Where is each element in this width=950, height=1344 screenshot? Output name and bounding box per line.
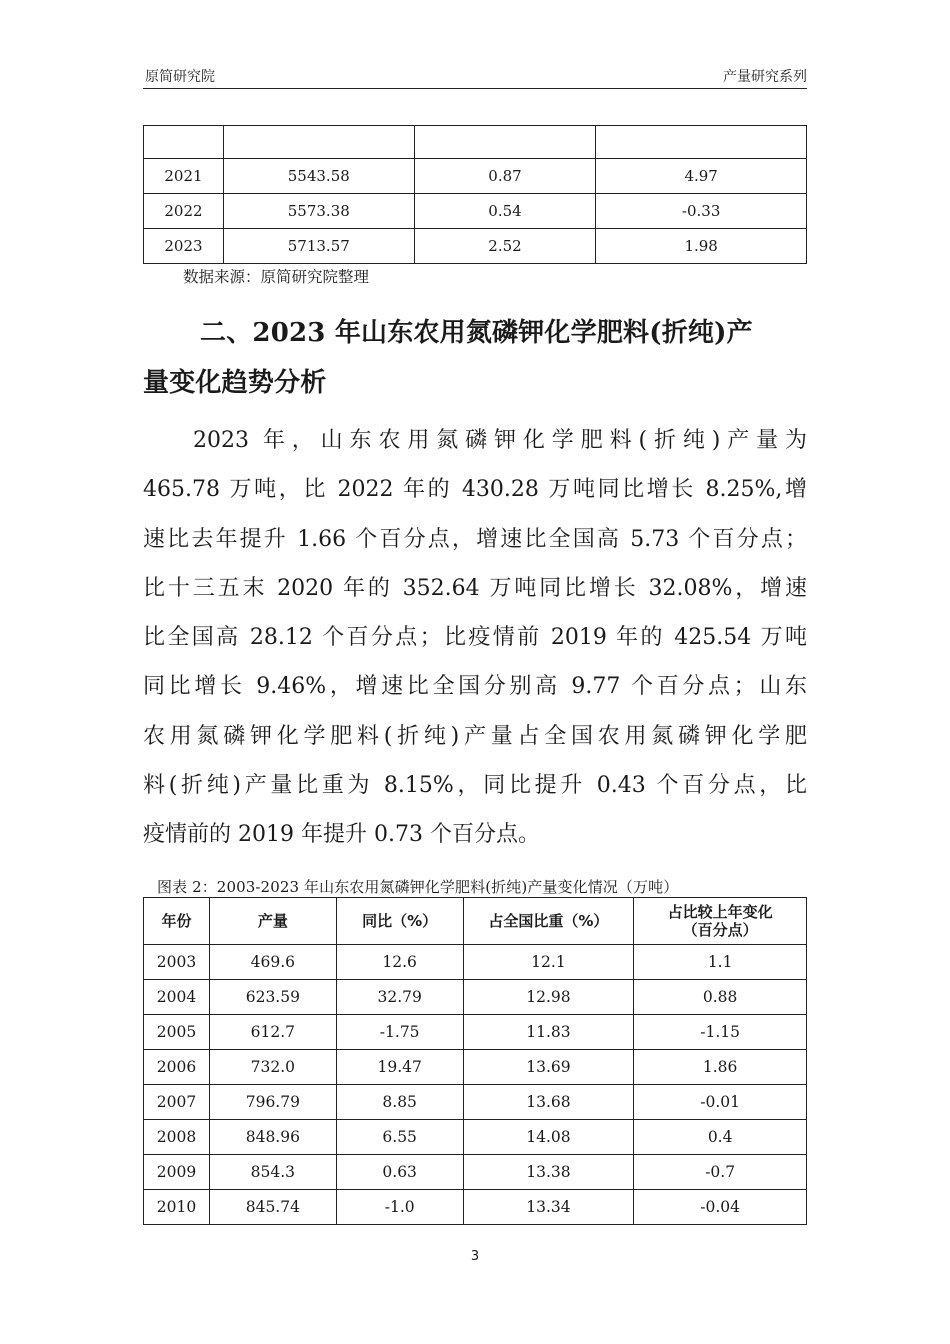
- table-cell: 2008: [144, 1120, 210, 1155]
- table-cell: 1.98: [596, 229, 807, 264]
- column-header-share-change-line1: 占比较上年变化: [667, 903, 773, 921]
- table-row: [144, 980, 807, 1015]
- header-org-name: 原简研究院: [145, 69, 215, 85]
- paragraph-line: 农用氮磷钾化学肥料(折纯)产量占全国农用氮磷钾化学肥: [143, 723, 807, 749]
- table-cell: 796.79: [209, 1085, 336, 1120]
- table-cell: 2007: [144, 1085, 210, 1120]
- table-cell: 11.83: [463, 1015, 634, 1050]
- table-continued: [143, 125, 807, 264]
- header-series-name: 产量研究系列: [723, 69, 807, 85]
- table-cell: [414, 126, 596, 159]
- table-cell: 4.97: [596, 159, 807, 194]
- table-cell: 469.6: [209, 945, 336, 980]
- table-cell: 6.55: [336, 1120, 463, 1155]
- table-row: [144, 194, 807, 229]
- paragraph-line: 比全国高 28.12 个百分点；比疫情前 2019 年的 425.54 万吨: [143, 625, 807, 651]
- table-cell: -0.04: [634, 1190, 807, 1225]
- table-cell: 612.7: [209, 1015, 336, 1050]
- table-cell: 0.87: [414, 159, 596, 194]
- table-cell: 5713.57: [223, 229, 414, 264]
- table-row: [144, 1120, 807, 1155]
- section-heading-line2: 量变化趋势分析: [143, 368, 327, 398]
- table-cell: 14.08: [463, 1120, 634, 1155]
- table-cell: 5543.58: [223, 159, 414, 194]
- table-cell: 732.0: [209, 1050, 336, 1085]
- header-divider: [143, 88, 807, 89]
- table-cell: 2003: [144, 945, 210, 980]
- table-cell: 1.86: [634, 1050, 807, 1085]
- table-cell: -1.75: [336, 1015, 463, 1050]
- table-cell: 2005: [144, 1015, 210, 1050]
- column-header-year: 年份: [144, 898, 210, 945]
- table-row: [144, 1190, 807, 1225]
- column-header-share-change: [634, 898, 807, 945]
- production-table: [143, 897, 807, 1225]
- table-cell: [223, 126, 414, 159]
- table-row: [144, 229, 807, 264]
- table-cell: 8.85: [336, 1085, 463, 1120]
- paragraph-line: 疫情前的 2019 年提升 0.73 个百分点。: [143, 822, 540, 848]
- table-cell: 0.4: [634, 1120, 807, 1155]
- table-row: [144, 159, 807, 194]
- section-heading: [143, 308, 807, 408]
- table-cell: 0.88: [634, 980, 807, 1015]
- table-row: [144, 1015, 807, 1050]
- table-row: [144, 945, 807, 980]
- table-cell: 19.47: [336, 1050, 463, 1085]
- table-row: [144, 1155, 807, 1190]
- table-cell: 1.1: [634, 945, 807, 980]
- body-paragraph: [143, 416, 807, 860]
- column-header-output: 产量: [209, 898, 336, 945]
- table-cell: 2.52: [414, 229, 596, 264]
- table-row: [144, 1085, 807, 1120]
- table-cell: 13.38: [463, 1155, 634, 1190]
- table-cell: 12.1: [463, 945, 634, 980]
- section-heading-line1: 二、2023 年山东农用氮磷钾化学肥料(折纯)产: [200, 318, 753, 348]
- table-cell: 0.54: [414, 194, 596, 229]
- table-row: [144, 1050, 807, 1085]
- table-cell: -1.0: [336, 1190, 463, 1225]
- table-row: [144, 126, 807, 159]
- table-cell: 2023: [144, 229, 224, 264]
- table-cell: 845.74: [209, 1190, 336, 1225]
- table-cell: 12.6: [336, 945, 463, 980]
- table-cell: 2009: [144, 1155, 210, 1190]
- table-cell: 12.98: [463, 980, 634, 1015]
- table-cell: 13.68: [463, 1085, 634, 1120]
- table-cell: -1.15: [634, 1015, 807, 1050]
- table-cell: 2021: [144, 159, 224, 194]
- paragraph-line: 465.78 万吨，比 2022 年的 430.28 万吨同比增长 8.25%,增: [143, 477, 807, 503]
- paragraph-line: 2023 年，山东农用氮磷钾化学肥料(折纯)产量为: [193, 428, 807, 453]
- table-cell: 13.34: [463, 1190, 634, 1225]
- table-cell: [144, 126, 224, 159]
- table-cell: 2006: [144, 1050, 210, 1085]
- page-number: 3: [470, 1249, 480, 1264]
- table-cell: -0.33: [596, 194, 807, 229]
- table-cell: 2010: [144, 1190, 210, 1225]
- paragraph-line: 料(折纯)产量比重为 8.15%，同比提升 0.43 个百分点，比: [143, 773, 807, 799]
- table-cell: 848.96: [209, 1120, 336, 1155]
- table-cell: 2022: [144, 194, 224, 229]
- data-source-note: 数据来源：原简研究院整理: [183, 268, 370, 286]
- paragraph-line: 速比去年提升 1.66 个百分点，增速比全国高 5.73 个百分点；: [143, 526, 807, 552]
- paragraph-line: 同比增长 9.46%，增速比全国分别高 9.77 个百分点；山东: [143, 674, 807, 700]
- column-header-share-change-line2: （百分点）: [682, 921, 758, 939]
- table-cell: 2004: [144, 980, 210, 1015]
- table-cell: 0.63: [336, 1155, 463, 1190]
- table-cell: 5573.38: [223, 194, 414, 229]
- column-header-national-share: 占全国比重（%）: [463, 898, 634, 945]
- table-cell: 13.69: [463, 1050, 634, 1085]
- table-cell: 623.59: [209, 980, 336, 1015]
- column-header-yoy: 同比（%）: [336, 898, 463, 945]
- paragraph-line: 比十三五末 2020 年的 352.64 万吨同比增长 32.08%，增速: [143, 575, 807, 601]
- table-cell: -0.01: [634, 1085, 807, 1120]
- table-cell: [596, 126, 807, 159]
- table-header-row: [144, 898, 807, 945]
- table-cell: 32.79: [336, 980, 463, 1015]
- table-cell: 854.3: [209, 1155, 336, 1190]
- table-caption: 图表 2：2003-2023 年山东农用氮磷钾化学肥料(折纯)产量变化情况（万吨）: [157, 878, 679, 896]
- table-cell: -0.7: [634, 1155, 807, 1190]
